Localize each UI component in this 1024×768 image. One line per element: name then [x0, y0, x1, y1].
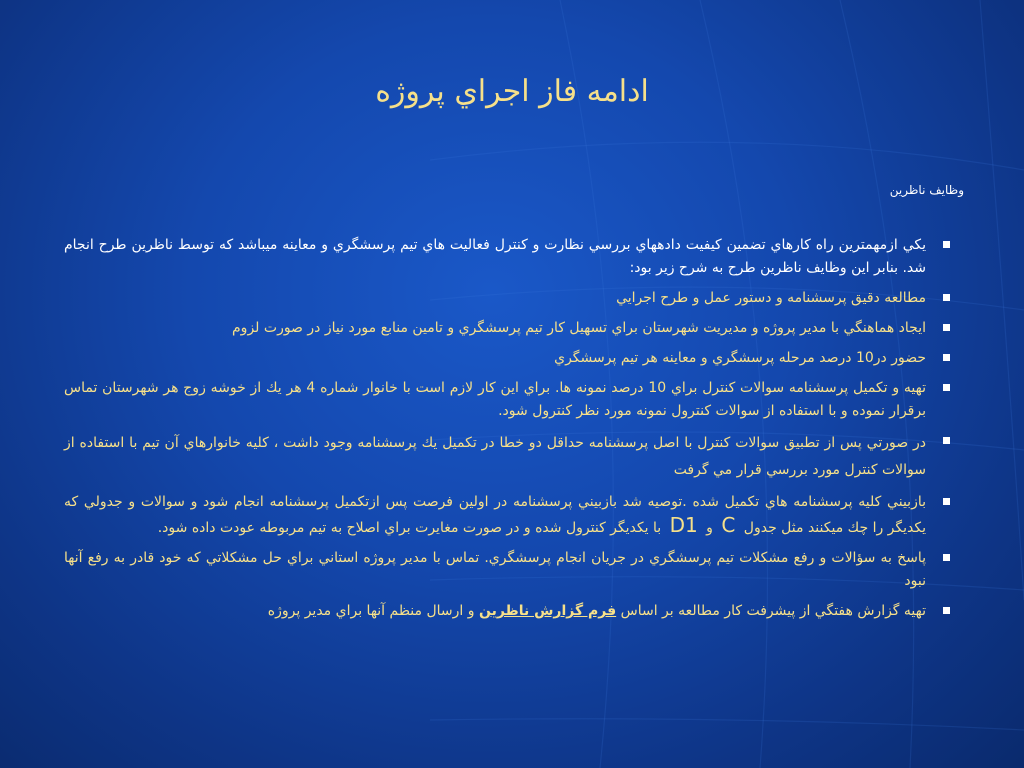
list-item-text: مطالعه دقيق پرسشنامه و دستور عمل و طرح اجرايي: [616, 290, 926, 306]
list-item: [64, 347, 950, 370]
list-item-text-part1: بازبيني كليه پرسشنامه هاي تكميل شده .توصيه شد بازبيني پرسشنامه در اولين فرصت پس ازتكميل پرسشنامه انجام شود و سوالات و جدولي كه يكديگر را چك ميكنند مثل جدول: [64, 494, 926, 536]
slide-subtitle: وظايف ناظرين: [889, 183, 964, 197]
list-item-text: در صورتي پس از تطبيق سوالات كنترل با اصل پرسشنامه حداقل دو خطا در تكميل يك پرسشنامه وجود داشت ، كليه خانوارهاي آن تيم با استفاده از سوالات كنترل مورد بررسي قرار مي گرفت: [64, 435, 926, 478]
list-item: [64, 317, 950, 340]
square-bullet-icon: [943, 241, 950, 248]
list-item: [64, 234, 950, 280]
square-bullet-icon: [943, 437, 950, 444]
square-bullet-icon: [943, 607, 950, 614]
list-item-text-part2: و ارسال منظم آنها براي مدير پروژه: [267, 603, 475, 619]
square-bullet-icon: [943, 554, 950, 561]
list-item: [64, 377, 950, 423]
square-bullet-icon: [943, 294, 950, 301]
list-item-text: تهيه و تكميل پرسشنامه سوالات كنترل براي 10 درصد نمونه ها. براي اين كار لازم است با خانوار شماره 4 هر يك از خوشه زوج هر شهرستان تماس برقرار نموده و با استفاده از سوالات كنترول نمونه مورد نظر كنترول شود.: [64, 380, 926, 419]
list-item: [64, 430, 950, 484]
list-item-text-part1: تهيه گزارش هفتگي از پيشرفت كار مطالعه بر اساس: [620, 603, 926, 619]
square-bullet-icon: [943, 384, 950, 391]
list-item-text-part3: با يكديگر كنترول شده و در صورت مغايرت براي اصلاح به تيم مربوطه عودت داده شود.: [157, 520, 662, 536]
list-item-text: يكي ازمهمترين راه كارهاي تضمين كيفيت دادههاي بررسي نظارت و كنترل فعاليت هاي تيم پرسشگري و معاينه ميباشد كه توسط ناظرين طرح انجام شد. بنابر اين وظايف ناظرين طرح به شرح زير بود:: [64, 237, 926, 276]
list-item-text: ايجاد هماهنگي با مدير پروژه و مديريت شهرستان براي تسهيل كار تيم پرسشگري و تامين منابع مورد نياز در صورت لزوم: [232, 320, 926, 336]
list-item: [64, 547, 950, 593]
supervisor-report-form-link[interactable]: فرم گزارش ناظرين: [478, 603, 617, 619]
square-bullet-icon: [943, 354, 950, 361]
slide-title: ادامه فاز اجراي پروژه: [375, 74, 649, 109]
list-item: [64, 491, 950, 540]
list-item: [64, 287, 950, 310]
list-item: [64, 600, 950, 623]
bullet-list: [64, 234, 950, 630]
table-c-label: C: [721, 513, 736, 537]
list-item-text: حضور در10 درصد مرحله پرسشگري و معاينه هر تيم پرسشگري: [554, 350, 926, 366]
table-d1-label: D1: [669, 513, 698, 537]
square-bullet-icon: [943, 498, 950, 505]
list-item-text: پاسخ به سؤالات و رفع مشكلات تيم پرسشگري در جريان انجام پرسشگري. تماس با مدير پروژه استاني براي حل مشكلاتي كه خود قادر به رفع آنها نبود: [64, 550, 926, 589]
list-item-text-part2: و: [706, 520, 713, 536]
square-bullet-icon: [943, 324, 950, 331]
